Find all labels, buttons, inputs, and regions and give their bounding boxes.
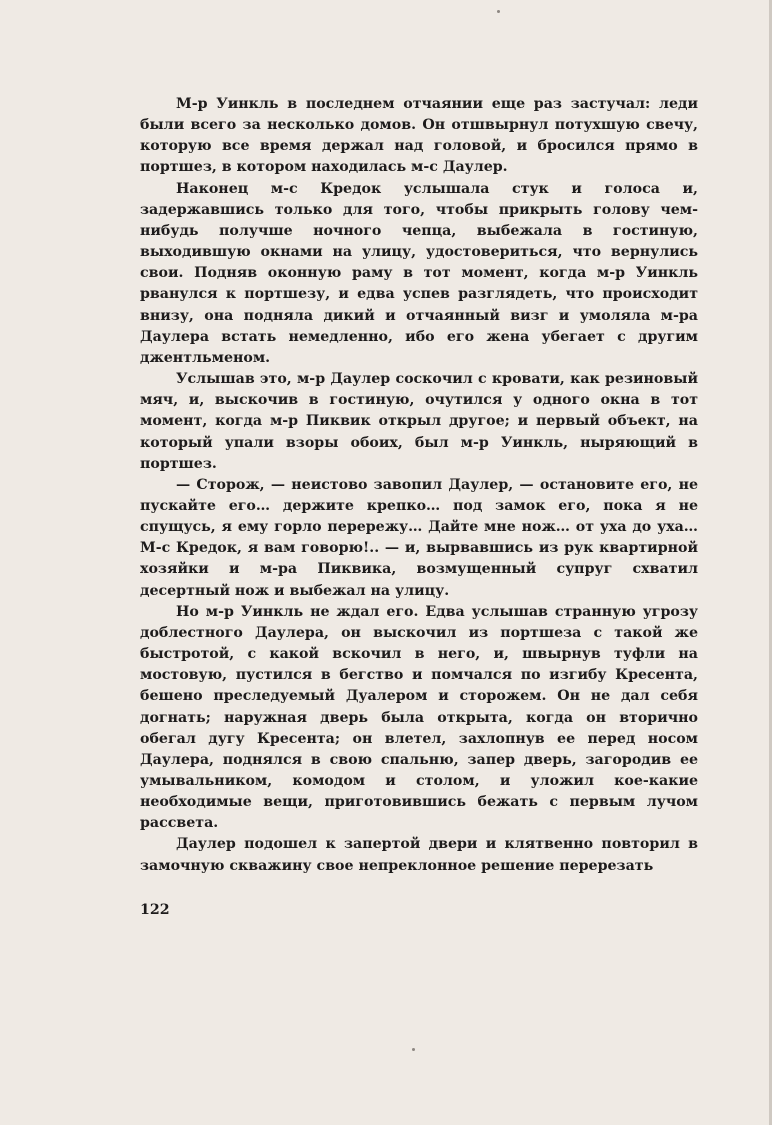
page-number: 122 [140,902,170,918]
paragraph: Но м-р Уинкль не ждал его. Едва услышав странную угрозу доблестного Даулера, он выскочил из портшеза с такой же быстротой, с какой вскочил в него, и, швырнув туфли на мостовую, пустился в бегство и помчался по изгибу Кресента, бешено преследуемый Дуалером и сторожем. Он не дал себя догнать; наружная дверь была открыта, когда он вторично обегал дугу Кресента; он влетел, захлопнув ее перед носом Даулера, поднялся в свою спальню, запер дверь, загородив ее умывальником, комодом и столом, и уложил кое-какие необходимые вещи, приготовившись бежать с первым лучом рассвета. [140,603,698,832]
paper-speck [412,1048,415,1051]
paragraph: — Сторож, — неистово завопил Даулер, — остановите его, не пускайте его… держите крепко… под замок его, пока я не спущусь, я ему горло перережу… Дайте мне нож… от уха до уха… М-с Кредок, я вам говорю!.. — и, вырвавшись из рук квартирной хозяйки и м-ра Пиквика, возмущенный супруг схватил десертный нож и выбежал на улицу. [140,476,698,599]
paragraph: М-р Уинкль в последнем отчаянии еще раз застучал: леди были всего за несколько домов. Он отшвырнул потухшую свечу, которую все время держал над головой, и бросился прямо в портшез, в котором находилась м-с Даулер. [140,96,698,176]
paragraph: Даулер подошел к запертой двери и клятвенно повторил в замочную скважину свое непреклонное решение перерезать [140,836,698,874]
paper-speck [497,10,500,13]
paragraph: Услышав это, м-р Даулер соскочил с кровати, как резиновый мяч, и, выскочив в гостиную, очутился у одного окна в тот момент, когда м-р Пиквик открыл другое; и первый объект, на который упали взоры обоих, был м-р Уинкль, ныряющий в портшез. [140,371,698,472]
paragraph: Наконец м-с Кредок услышала стук и голоса и, задержавшись только для того, чтобы прикрыть голову чем-нибудь получше ночного чепца, выбежала в гостиную, выходившую окнами на улицу, удостовериться, что вернулись свои. Подняв оконную раму в тот момент, когда м-р Уинкль рванулся к портшезу, и едва успев разглядеть, что происходит внизу, она подняла дикий и отчаянный визг и умоляла м-ра Даулера встать немедленно, ибо его жена убегает с другим джентльменом. [140,180,698,366]
body-text [140,94,698,877]
